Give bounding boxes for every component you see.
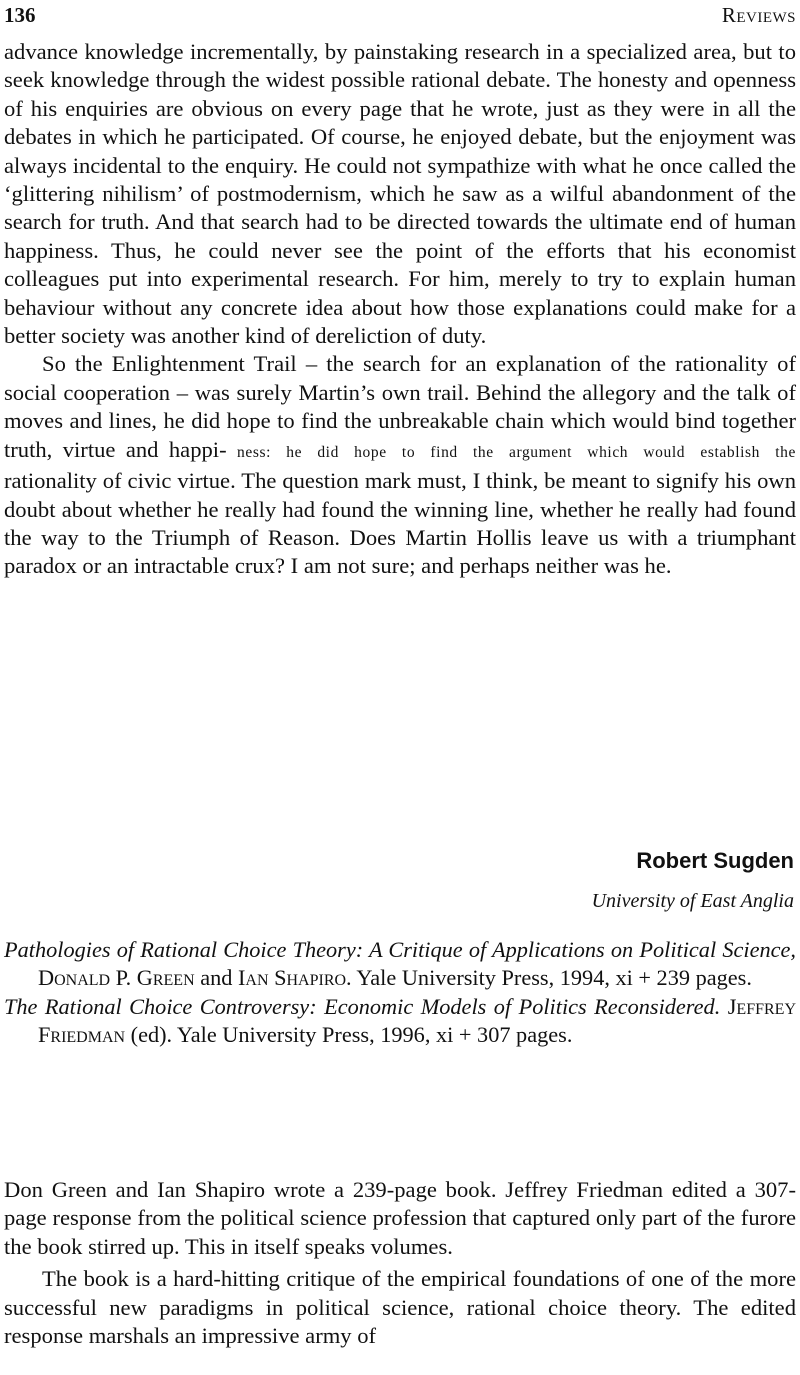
book-author: Jeffrey Friedman <box>38 993 796 1048</box>
author-name: Robert Sugden <box>636 848 794 873</box>
page-header <box>4 0 796 30</box>
book-details: Yale University Press, 1994, xi + 239 pages. <box>356 965 752 991</box>
author-affiliation: University of East Anglia <box>591 890 794 912</box>
running-head: Reviews <box>721 2 796 27</box>
book-author: Donald P. Green <box>38 965 195 991</box>
book-reference <box>4 936 796 993</box>
book-details: (ed). Yale University Press, 1996, xi + 307 pages. <box>130 1022 573 1048</box>
paragraph-1: advance knowledge incrementally, by painstaking research in a specialized area, but to seek knowledge through the widest possible rational debate. The honesty and openness of his enquiries are obvious on every page that he wrote, just as they were in all the debates in which he participated. Of course, he enjoyed debate, but the enjoyment was always incidental to the enquiry. He could not sympathize with what he once called the ‘glittering nihilism’ of postmodernism, which he saw as a wilful abandonment of the search for truth. And that search had to be directed towards the ultimate end of human happiness. Thus, he could never see the point of the efforts that his economist colleagues put into experimental research. For him, merely to try to explain human behaviour without any concrete idea about how those explanations could make for a better society was another kind of dereliction of duty. <box>4 39 796 349</box>
book-title: Pathologies of Rational Choice Theory: A Critique of Applications on Political Science, <box>4 937 796 962</box>
new-review-paragraph-2: The book is a hard-hitting critique of the empirical foundations of one of the more successful new paradigms in political science, rational choice theory. The edited response marshals an impressive army of <box>4 1266 796 1349</box>
review-signature <box>592 846 794 916</box>
review-body-continued <box>4 38 796 581</box>
page-number: 136 <box>4 2 36 27</box>
book-reference <box>4 993 796 1050</box>
new-review-body <box>4 1176 796 1350</box>
new-review-paragraph-1: Don Green and Ian Shapiro wrote a 239-page book. Jeffrey Friedman edited a 307-page response from the political science profession that captured only part of the furore the book stirred up. This in itself speaks volumes. <box>4 1177 796 1259</box>
paragraph-2-part-2: rationality of civic virtue. The question mark must, I think, be meant to signify his own doubt about whether he really had found the winning line, whether he really had found the way to the Triumph of Reason. Does Martin Hollis leave us with a triumphant paradox or an intractable crux? I am not sure; and perhaps neither was he. <box>4 468 796 579</box>
paragraph-2-small-line: ness: he did hope to find the argument which would establish the <box>237 443 796 461</box>
book-author-conjunction: and <box>200 965 233 991</box>
paragraph-2-part-1: So the Enlightenment Trail – the search for an explanation of the rationality of social cooperation – was surely Martin’s own trail. Behind the allegory and the talk of moves and lines, he did hope to find the unbreakable chain which would bind together truth, virtue and happi- <box>4 351 796 462</box>
paragraph-2 <box>4 350 796 580</box>
book-references <box>4 936 796 1050</box>
book-author: Ian Shapiro. <box>237 965 352 991</box>
book-title: The Rational Choice Controversy: Economic Models of Politics Reconsidered. <box>4 993 721 1019</box>
